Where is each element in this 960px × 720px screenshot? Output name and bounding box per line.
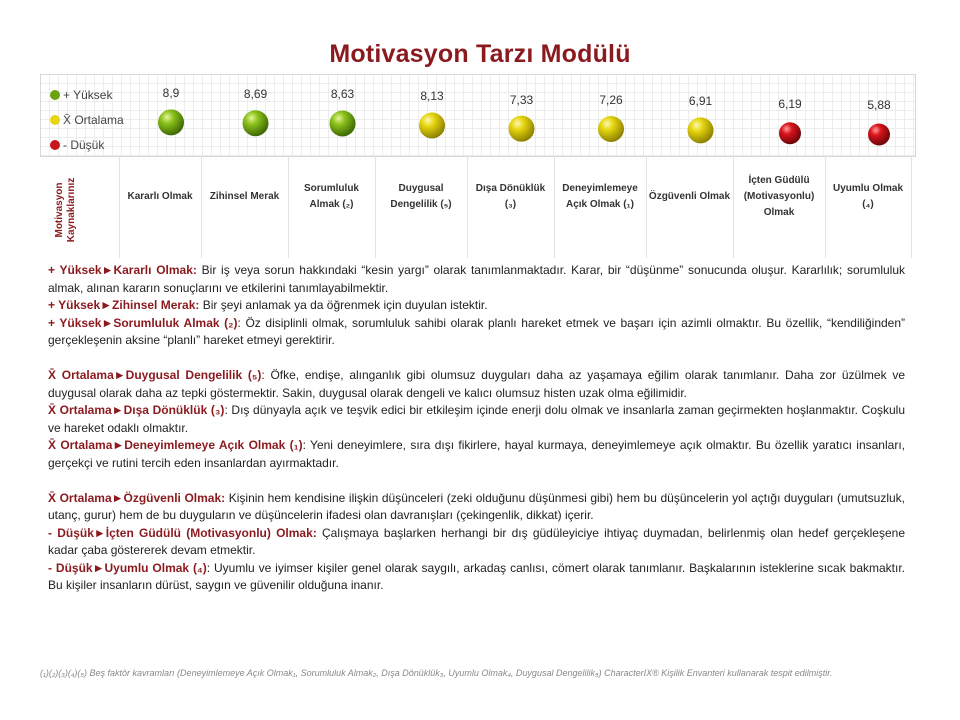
- arrow-icon: ►: [101, 263, 114, 277]
- description-group-1: [48, 262, 905, 350]
- description-level: X̄ Ortalama: [48, 403, 112, 417]
- description-text: : Öfke, endişe, alınganlık gibi olumsuz duyguları daha az yaşamaya eğilim olarak tanımlanır. Daha zor üzülmek ve duygusal olarak daha az tepki göstermektir. Sakin, duygusal olarak dengeli ve kalıcı olumsuz histen uzak olma eğilimidir.: [48, 368, 905, 400]
- score-value-8: 6,19: [778, 97, 802, 112]
- description-level: - Düşük: [48, 525, 94, 540]
- axis-title: [48, 166, 82, 246]
- description-item: [48, 560, 905, 595]
- category-label-7: Özgüvenli Olmak: [648, 191, 731, 202]
- description-text: Bir iş veya sorun hakkındaki “kesin yargı” olarak tanımlanmaktadır. Karar, bir “düşünme” sonucunda oluşur. Kararlılık; sorumluluk almak, alınan kararın sonuçlarını ve etkilerini tanımlayabilmektir.: [48, 263, 905, 295]
- score-value-4: 8,13: [420, 89, 444, 104]
- description-item: [48, 367, 905, 402]
- description-text: : Dış dünyayla açık ve teşvik edici bir etkileşim içinde enerji dolu olmak ve insanlarla zaman geçirmekten hoşlanmaktır. Coşkulu ve hareket odaklı olmaktır.: [48, 403, 906, 435]
- category-label-1: Kararlı Olmak: [127, 191, 193, 202]
- category-label-5: Dışa Dönüklük (₃): [475, 183, 546, 210]
- legend-label-high: + Yüksek: [63, 87, 113, 102]
- description-text: Bir şeyi anlamak ya da öğrenmek için duyulan istektir.: [199, 298, 488, 312]
- axis-title-text: Motivasyon Kaynaklarınız: [54, 177, 77, 243]
- description-level: X̄ Ortalama: [48, 368, 114, 382]
- description-text: Çalışmaya başlarken herhangi bir dış güdüleyiciye ihtiyaç duymadan, belirlenmiş olan hedef gerçekleşene kadar çaba göstererek devam etmektir.: [48, 525, 905, 557]
- score-value-7: 6,91: [688, 94, 713, 109]
- category-label-9: Uyumlu Olmak (₄): [832, 183, 904, 210]
- arrow-icon: ►: [111, 403, 124, 417]
- arrow-icon: ►: [92, 560, 105, 575]
- arrow-icon: ►: [101, 315, 114, 330]
- description-level: + Yüksek: [48, 315, 102, 330]
- description-text: Kişinin hem kendisine ilişkin düşünceleri (zeki olduğunu düşünmesi gibi) hem bu düşüncelerin yol açtığı duyguları (umutsuzluk, utanç, gurur) hem de bu duyguların ve düşüncelerin ifadesi olan davranışları (çekingenlik, dikkat) içerir.: [48, 490, 905, 522]
- description-item: [48, 262, 905, 297]
- description-term: Sorumluluk Almak (₂): [113, 315, 238, 330]
- description-group-2: [48, 367, 905, 472]
- description-level: X̄ Ortalama: [48, 438, 113, 452]
- description-level: + Yüksek: [48, 263, 102, 277]
- description-text: : Öz disiplinli olmak, sorumluluk sahibi olarak planlı hareket etmek ve başarı için azimli olmaktır. Bu özellik, “kendiliğinden” gerçekleşenin aksine “planlı” hareket etmeyi gerektirir.: [48, 315, 906, 347]
- description-term: Özgüvenli Olmak:: [123, 490, 226, 505]
- score-value-5: 7,33: [509, 92, 534, 107]
- category-label-6: Deneyimlemeye Açık Olmak (₁): [562, 183, 638, 210]
- score-value-1: 8,9: [162, 86, 180, 101]
- arrow-icon: ►: [113, 368, 126, 382]
- description-item: [48, 297, 905, 315]
- description-item: [48, 402, 905, 437]
- arrow-icon: ►: [100, 298, 113, 312]
- description-term: Dışa Dönüklük (₃): [123, 403, 225, 417]
- score-value-2: 8,69: [243, 87, 268, 102]
- description-text: : Uyumlu ve iyimser kişiler genel olarak saygılı, arkadaş canlısı, cömert olarak tanımlanır. Başkalarının isteklerine sıcak bakmaktır. Bu kişiler insanların dürüst, saygın ve güvenilir olduğuna inanır.: [48, 560, 905, 592]
- description-item: [48, 490, 905, 525]
- legend-label-low: - Düşük: [63, 137, 105, 152]
- description-term: İçten Güdülü (Motivasyonlu) Olmak:: [105, 525, 317, 540]
- category-label-3: Sorumluluk Almak (₂): [303, 183, 359, 210]
- description-level: X̄ Ortalama: [48, 490, 112, 505]
- description-term: Deneyimlemeye Açık Olmak (₁): [124, 438, 303, 452]
- description-item: [48, 315, 905, 350]
- description-level: - Düşük: [48, 560, 93, 575]
- arrow-icon: ►: [93, 525, 106, 540]
- description-item: [48, 525, 905, 560]
- score-value-9: 5,88: [867, 98, 891, 113]
- description-group-3: [48, 490, 905, 595]
- description-term: Uyumlu Olmak (₄): [104, 560, 207, 575]
- description-item: [48, 437, 905, 472]
- arrow-icon: ►: [111, 490, 124, 505]
- category-label-2: Zihinsel Merak: [209, 191, 280, 202]
- description-term: Duygusal Dengelilik (₅): [125, 368, 262, 382]
- description-text: : Yeni deneyimlere, sıra dışı fikirlere, hayal kurmaya, deneyimlemeye açık olmaktır. Bu özellik yaratıcı insanları, gerçekçi ve rutini tercih eden insanlardan ayırmaktadır.: [48, 438, 905, 470]
- legend-label-average: X̄ Ortalama: [63, 112, 124, 127]
- description-level: + Yüksek: [48, 298, 101, 312]
- score-value-6: 7,26: [599, 92, 623, 107]
- page-title: Motivasyon Tarzı Modülü: [329, 40, 631, 68]
- description-term: Zihinsel Merak:: [112, 298, 200, 312]
- category-label-4: Duygusal Dengelilik (₅): [390, 183, 452, 210]
- arrow-icon: ►: [112, 438, 125, 452]
- motivation-chart: [40, 74, 916, 258]
- category-label-8: İçten Güdülü (Motivasyonlu) Olmak: [743, 175, 815, 218]
- footnote: (₁)(₂)(₃)(₄)(₅) Beş faktör kavramları (Deneyimlemeye Açık Olmak₁, Sorumluluk Almak₂, Dışa Dönüklük₃, Uyumlu Olmak₄, Duygusal Dengelilik₅) CharacterIX® Kişilik Envanteri kullanarak tespit edilmiştir.: [40, 668, 833, 678]
- description-term: Kararlı Olmak:: [113, 263, 197, 277]
- score-value-3: 8,63: [330, 87, 355, 102]
- descriptions: [48, 262, 905, 612]
